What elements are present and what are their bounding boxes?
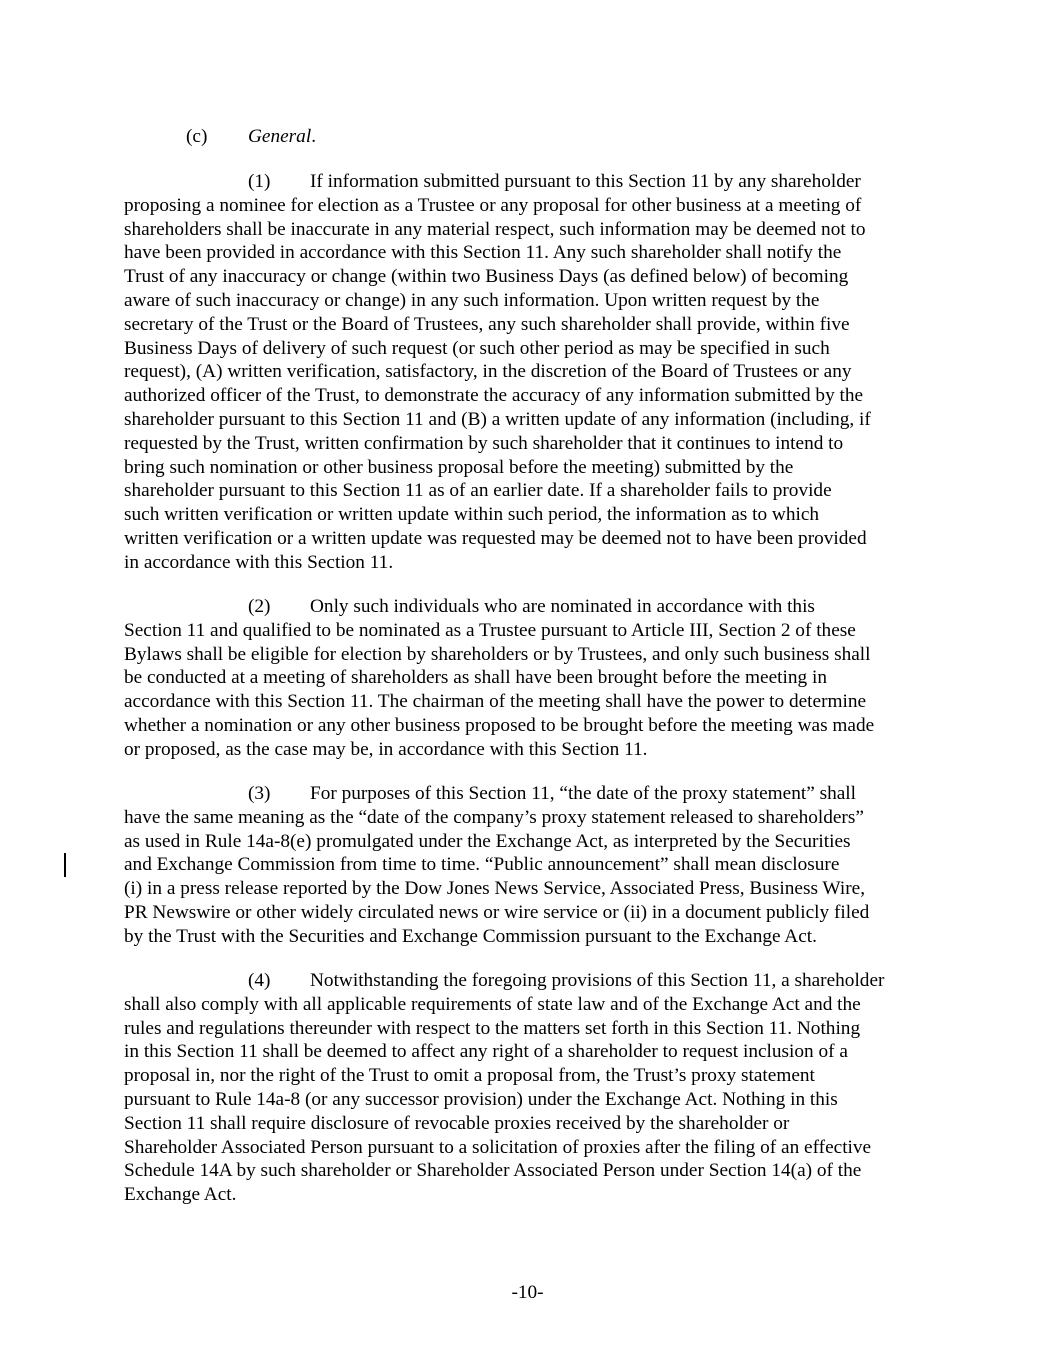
section-heading xyxy=(186,125,316,149)
paragraph-line: such written verification or written update within such period, the information as to which xyxy=(124,504,820,526)
paragraph-line: aware of such inaccuracy or change) in any such information. Upon written request by the xyxy=(124,289,820,311)
paragraph-line: have the same meaning as the “date of the company’s proxy statement released to shareholders” xyxy=(124,806,864,828)
paragraph-line: (1) If information submitted pursuant to this Section 11 by any shareholder xyxy=(248,171,861,192)
paragraph-number: (3) xyxy=(248,783,271,804)
paragraph-line: have been provided in accordance with this Section 11. Any such shareholder shall notify the xyxy=(124,242,842,264)
page-number: -10- xyxy=(511,1282,544,1303)
paragraph-line: be conducted at a meeting of shareholders as shall have been brought before the meeting in xyxy=(124,667,827,689)
paragraph-line: (i) in a press release reported by the Dow Jones News Service, Associated Press, Business Wire, xyxy=(124,878,866,900)
paragraph-line: Bylaws shall be eligible for election by shareholders or by Trustees, and only such business shall xyxy=(124,643,871,665)
paragraph-1 xyxy=(124,170,930,575)
paragraph-line: (4) Notwithstanding the foregoing provisions of this Section 11, a shareholder xyxy=(248,970,885,991)
paragraph-line: and Exchange Commission from time to time. “Public announcement” shall mean disclosure xyxy=(124,854,840,876)
paragraph-line: proposal in, nor the right of the Trust to omit a proposal from, the Trust’s proxy statement xyxy=(124,1065,815,1087)
paragraph-line: or proposed, as the case may be, in accordance with this Section 11. xyxy=(124,738,648,760)
paragraph-line: shareholders shall be inaccurate in any material respect, such information may be deemed not to xyxy=(124,218,866,240)
paragraph-line: request), (A) written verification, satisfactory, in the discretion of the Board of Trustees or any xyxy=(124,361,852,383)
paragraph-line: Section 11 shall require disclosure of revocable proxies received by the shareholder or xyxy=(124,1112,790,1134)
paragraph-line: Business Days of delivery of such request (or such other period as may be specified in such xyxy=(124,337,830,359)
paragraph-line: proposing a nominee for election as a Trustee or any proposal for other business at a meeting of xyxy=(124,194,862,216)
paragraph-number: (2) xyxy=(248,596,271,617)
paragraph-line: shall also comply with all applicable requirements of state law and of the Exchange Act and the xyxy=(124,993,861,1015)
section-heading-title: General xyxy=(248,126,312,147)
paragraph-line: PR Newswire or other widely circulated news or wire service or (ii) in a document publicly filed xyxy=(124,901,870,923)
section-heading-period: . xyxy=(311,126,317,147)
paragraph-line: (2) Only such individuals who are nominated in accordance with this xyxy=(248,596,815,617)
paragraph-line: as used in Rule 14a-8(e) promulgated under the Exchange Act, as interpreted by the Securities xyxy=(124,830,851,852)
paragraph-line: accordance with this Section 11. The chairman of the meeting shall have the power to determine xyxy=(124,691,867,713)
paragraph-number: (4) xyxy=(248,970,271,991)
paragraph-line: rules and regulations thereunder with respect to the matters set forth in this Section 11. Nothing xyxy=(124,1017,861,1039)
paragraph-line: pursuant to Rule 14a-8 (or any successor provision) under the Exchange Act. Nothing in this xyxy=(124,1088,838,1110)
paragraph-3 xyxy=(124,782,930,949)
paragraph-line: (3) For purposes of this Section 11, “the date of the proxy statement” shall xyxy=(248,783,857,804)
paragraph-line: Shareholder Associated Person pursuant to a solicitation of proxies after the filing of an effective xyxy=(124,1136,872,1158)
paragraph-line: shareholder pursuant to this Section 11 as of an earlier date. If a shareholder fails to provide xyxy=(124,480,832,502)
paragraph-line: requested by the Trust, written confirmation by such shareholder that it continues to intend to xyxy=(124,432,844,454)
paragraph-4 xyxy=(124,969,930,1207)
paragraph-line: Exchange Act. xyxy=(124,1184,237,1206)
section-heading-number: (c) xyxy=(186,126,208,147)
paragraph-line: written verification or a written update was requested may be deemed not to have been provided xyxy=(124,527,867,549)
paragraph-line: secretary of the Trust or the Board of Trustees, any such shareholder shall provide, within five xyxy=(124,313,850,335)
paragraph-line: bring such nomination or other business proposal before the meeting) submitted by the xyxy=(124,456,794,478)
paragraph-line: in this Section 11 shall be deemed to affect any right of a shareholder to request inclusion of a xyxy=(124,1041,848,1063)
paragraph-line: Trust of any inaccuracy or change (within two Business Days (as defined below) of becoming xyxy=(124,266,849,288)
paragraph-line: Schedule 14A by such shareholder or Shareholder Associated Person under Section 14(a) of the xyxy=(124,1160,862,1182)
paragraph-2 xyxy=(124,595,930,762)
paragraph-line: in accordance with this Section 11. xyxy=(124,551,394,573)
paragraph-line: shareholder pursuant to this Section 11 and (B) a written update of any information (including, if xyxy=(124,408,871,430)
paragraph-line: whether a nomination or any other business proposed to be brought before the meeting was made xyxy=(124,714,875,736)
paragraph-line: authorized officer of the Trust, to demonstrate the accuracy of any information submitted by the xyxy=(124,385,864,407)
paragraph-line: by the Trust with the Securities and Exchange Commission pursuant to the Exchange Act. xyxy=(124,925,817,947)
paragraph-line: Section 11 and qualified to be nominated as a Trustee pursuant to Article III, Section 2 of these xyxy=(124,619,856,641)
paragraph-number: (1) xyxy=(248,171,271,192)
revision-change-bar xyxy=(64,853,66,877)
